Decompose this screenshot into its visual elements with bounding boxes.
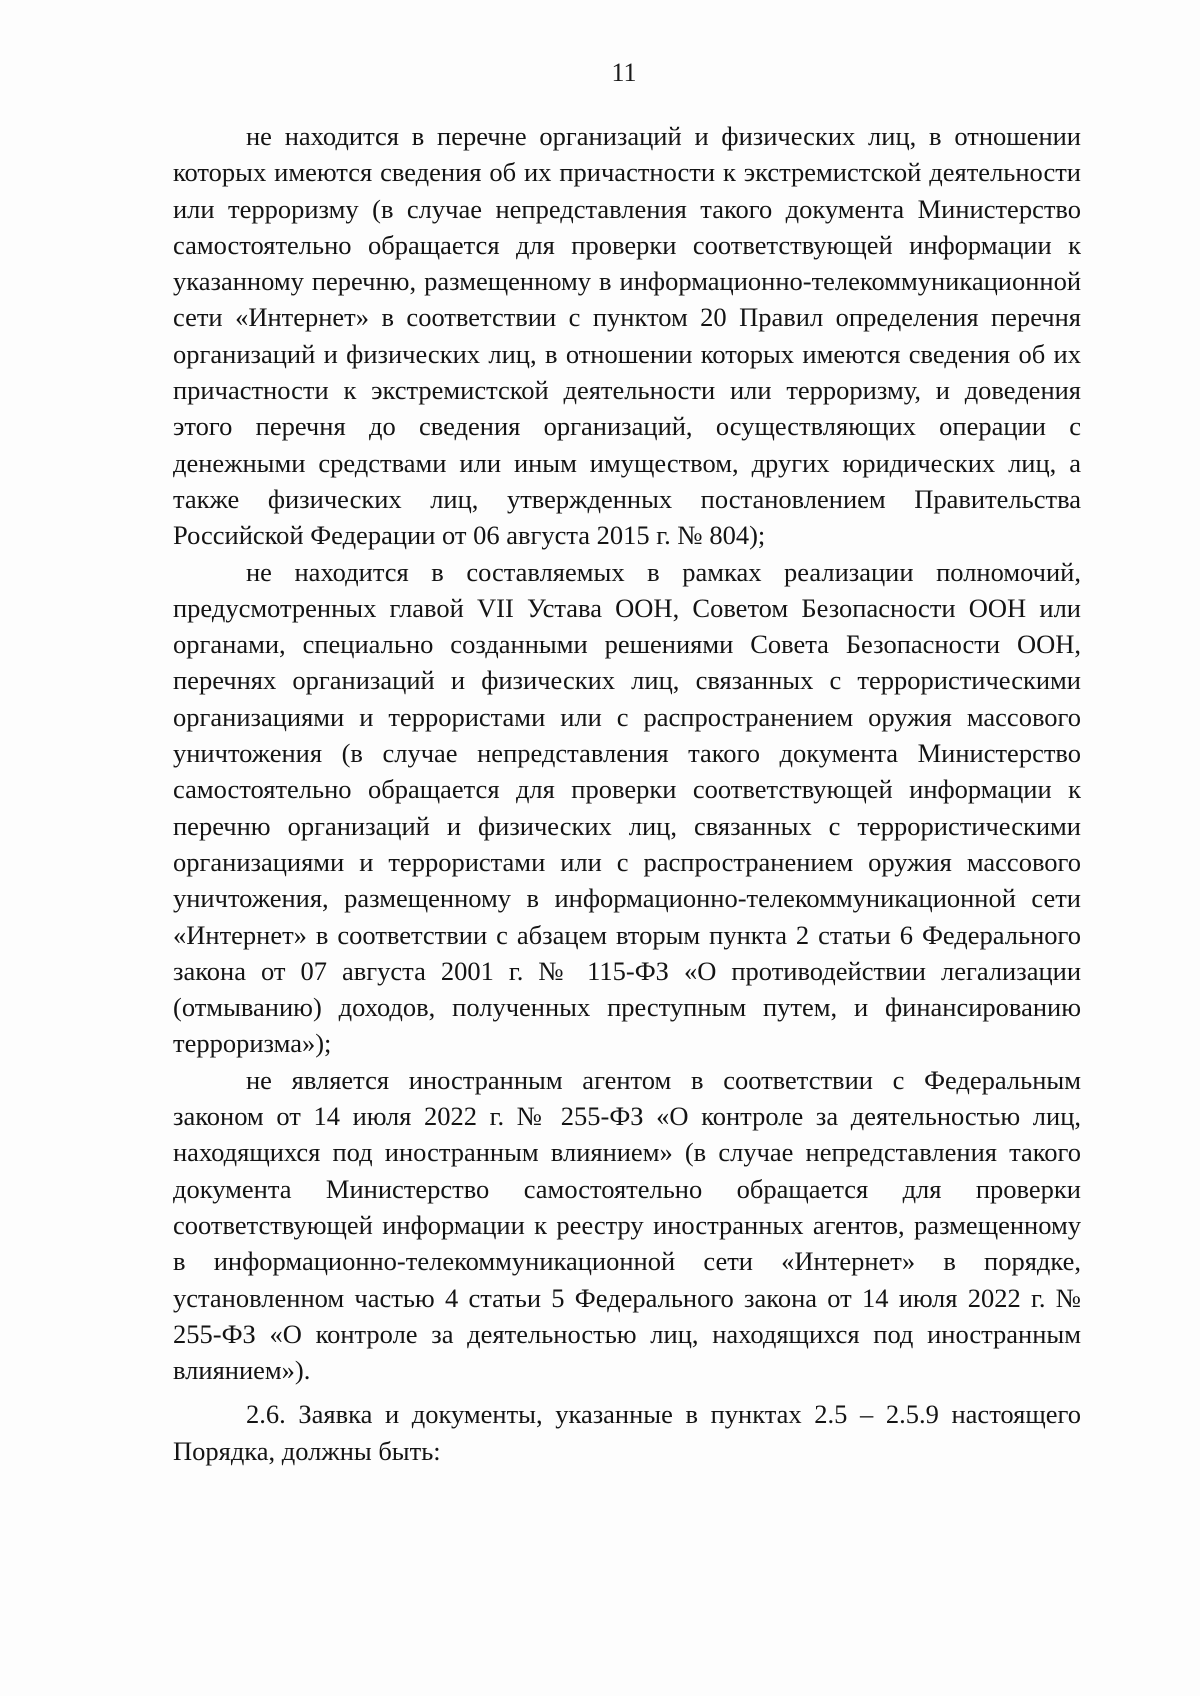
page-number: 11: [611, 58, 637, 87]
paragraph-extremism-list: не находится в перечне организаций и физических лиц, в отношении которых имеются сведения об их причастности к экстремистской деятельности или терроризму (в случае непредставления такого документа Министерство самостоятельно обращается для проверки соответствующей информации к указанному перечню, размещенному в информационно-телекоммуникационной сети «Интернет» в соответствии с пунктом 20 Правил определения перечня организаций и физических лиц, в отношении которых имеются сведения об их причастности к экстремистской деятельности или терроризму, и доведения этого перечня до сведения организаций, осуществляющих операции с денежными средствами или иным имуществом, других юридических лиц, а также физических лиц, утвержденных постановлением Правительства Российской Федерации от 06 августа 2015 г. № 804);: [173, 121, 1081, 551]
paragraph-un-list: не находится в составляемых в рамках реализации полномочий, предусмотренных главой VII Устава ООН, Советом Безопасности ООН или органами, специально созданными решениями Совета Безопасности ООН, перечнях организаций и физических лиц, связанных с террористическими организациями и террористами или с распространением оружия массового уничтожения (в случае непредставления такого документа Министерство самостоятельно обращается для проверки соответствующей информации к перечню организаций и физических лиц, связанных с террористическими организациями и террористами или с распространением оружия массового уничтожения, размещенному в информационно-телекоммуникационной сети «Интернет» в соответствии с абзацем вторым пункта 2 статьи 6 Федерального закона от 07 августа 2001 г. № 115-ФЗ «О противодействии легализации (отмыванию) доходов, полученных преступным путем, и финансированию терроризма»);: [173, 556, 1081, 1059]
document-body: [173, 118, 1081, 1469]
paragraph-section-2-6: 2.6. Заявка и документы, указанные в пунктах 2.5 – 2.5.9 настоящего Порядка, должны быть:: [173, 1399, 1081, 1466]
paragraph-foreign-agent: не является иностранным агентом в соответствии с Федеральным законом от 14 июля 2022 г. № 255-ФЗ «О контроле за деятельностью лиц, находящихся под иностранным влиянием» (в случае непредставления такого документа Министерство самостоятельно обращается для проверки соответствующей информации к реестру иностранных агентов, размещенному в информационно-телекоммуникационной сети «Интернет» в порядке, установленном частью 4 статьи 5 Федерального закона от 14 июля 2022 г. № 255-ФЗ «О контроле за деятельностью лиц, находящихся под иностранным влиянием»).: [173, 1064, 1081, 1386]
